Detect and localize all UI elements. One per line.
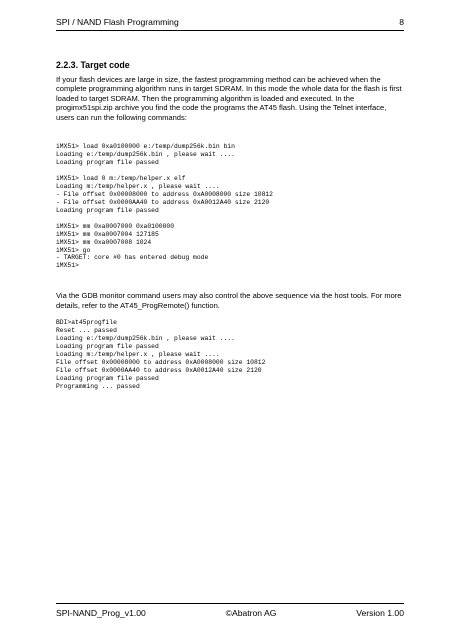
page-header — [56, 17, 404, 31]
intro-paragraph: If your flash devices are large in size, the fastest programming method can be achieved when the complete programming algorithm runs in target SDRAM. In this mode the whole data for the flash is first loaded to target SDRAM. Then the programming algorithm is loaded and executed. In the progimx51spi.zip archive you find the code the programs the AT45 flash. Using the Telnet interface, users can run the following commands: — [56, 75, 402, 122]
section-heading: 2.2.3. Target code — [56, 60, 130, 70]
code-block-load-helper: iMX51> load 0 m:/temp/helper.x elf Loading m:/temp/helper.x , please wait .... - File offset 0x00008000 to address 0xA0008000 size 10812 - File offset 0x0000AA40 to address 0xA0012A40 size 2120 Loading program file passed — [56, 174, 273, 214]
code-block-load-bin: iMX51> load 0xa0100000 e:/temp/dump256k.bin bin Loading e:/temp/dump256k.bin , please wait .... Loading program file passed — [56, 143, 235, 166]
header-page-number: 8 — [399, 17, 404, 27]
page-footer — [56, 603, 404, 619]
code-block-run: iMX51> mm 0xa0007000 0xa0100000 iMX51> mm 0xa0007004 127185 iMX51> mm 0xa0007008 1024 iMX51> go - TARGET: core #0 has entered debug mode iMX51> — [56, 222, 209, 270]
footer-version: Version 1.00 — [356, 608, 404, 618]
gdb-paragraph: Via the GDB monitor command users may also control the above sequence via the host tools. For more details, refer to the AT45_ProgRemote() function. — [56, 291, 402, 310]
code-block-progfile: BDI>at45progfile Reset ... passed Loading e:/temp/dump256k.bin , please wait .... Loading program file passed Loading m:/temp/helper.x , please wait .... File offset 0x00008000 to address 0xA0008000 size 10812 File offset 0x0000AA40 to address 0xA0012A40 size 2120 Loading program file passed Programming ... passed — [56, 319, 266, 390]
footer-doc-id: SPI-NAND_Prog_v1.00 — [56, 608, 146, 618]
footer-copyright: ©Abatron AG — [225, 608, 277, 618]
page-content — [56, 60, 402, 391]
header-title: SPI / NAND Flash Programming — [56, 17, 179, 27]
